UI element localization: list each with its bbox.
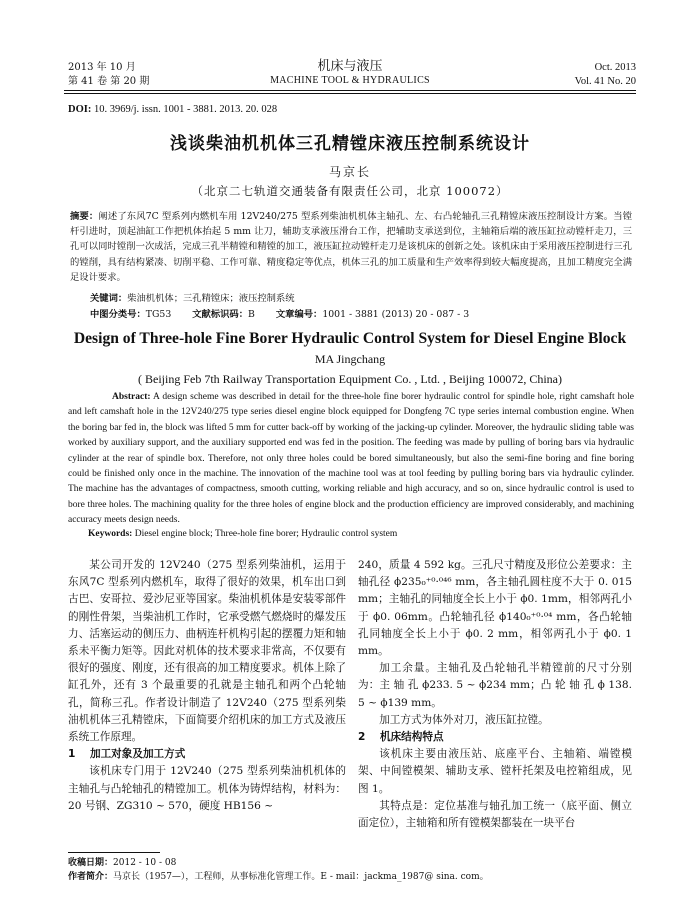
structure-paragraph: 该机床主要由液压站、底座平台、主轴箱、端镗模架、中间镗模架、辅助支承、镗杆托架及电控箱组成，见图 1。 [358, 748, 632, 795]
section-heading-2: 2 机床结构特点 [358, 731, 444, 744]
intro-paragraph: 某公司开发的 12V240（275 型系列柴油机，运用于东风7C 型系列内燃机车，取得了很好的效果，机车出口到古巴、安哥拉、爱沙尼亚等国家。柴油机机体是安装零部件的刚性骨架，当柴油机工作时，它承受燃气燃烧时的爆发压力、活塞运动的侧压力、曲柄连杆机构引起的摆覆力矩和轴系未平衡力矩等。因此对机体的技术要求非常高，不仅要有很好的强度、刚度，还有很高的加工精度要求。机体上除了缸孔外，还有 3 个最重要的孔就是主轴孔和两个凸轮轴孔，简称三孔。作者设计制造了 12V240（275 型系列柴油机机体三孔精镗床，下面简要介绍机床的加工方式及液压系统工作原理。 [68, 559, 346, 744]
tolerance-paragraph: 240，质量 4 592 kg。三孔尺寸精度及形位公差要求：主轴孔径 ϕ235₀⁺⁰·⁰⁴⁶ mm，各主轴孔圆柱度不大于 0. 015 mm；主轴孔的同轴度全长上小于 ϕ0. 1mm，相邻两孔小于 ϕ0. 06mm。凸轮轴孔径 ϕ140₀⁺⁰·⁰⁴ mm，各凸轮轴孔同轴度全长上小于 ϕ0. 2 mm，相邻两孔小于 ϕ0. 1 mm。 [358, 559, 632, 658]
volume-issue-en: Vol. 41 No. 20 [574, 76, 636, 87]
features-paragraph: 其特点是：定位基准与轴孔加工统一（底平面、侧立面定位），主轴箱和所有镗模架都装在一块平台 [358, 799, 632, 830]
author-en: MA Jingchang [314, 352, 386, 366]
issue-date-en: Oct. 2013 [594, 62, 636, 73]
journal-name-en: MACHINE TOOL & HYDRAULICS [270, 75, 430, 86]
article-title-cn: 浅谈柴油机机体三孔精镗床液压控制系统设计 [170, 134, 530, 154]
journal-name-cn: 机床与液压 [317, 59, 383, 74]
volume-issue: 第 41 卷 第 20 期 [68, 76, 150, 87]
issue-date: 2013 年 10 月 [68, 62, 136, 73]
abstract-en: Abstract: A design scheme was described in detail for the three-hole fine borer hydraulic control for spindle hole, right camshaft hole and left camshaft hole in the 12V240/275 type series diesel engine block equipped for Dongfeng 7C type series internal combustion engine. When the boring bar fed in, the block was lifted 5 mm for cutter back-off by working of the jacking-up cylinder. Moreover, the hydraulic sliding table was worked by auxiliary support, and the auxiliary supported end was fed in the position. The feeding was made by pulling of boring bars via hydraulic cylinder at the rear of spindle box. Therefore, not only three holes could be bored simultaneously, but also the semi-fine boring and fine boring could be finished only once in the machine. The innovation of the machine tool was at tool feeding by pulling boring bars via hydraulic cylinder. The machine has the advantages of compactness, smooth cutting, working reliable and high accuracy, and so on, since hydraulic control is used to bore three holes. The machining quality for the three holes of engine block and the production efficiency are improved considerably, and machining accuracy meets design needs. [68, 392, 634, 526]
section1-paragraph: 该机床专门用于 12V240（275 型系列柴油机机体的主轴孔与凸轮轴孔的精镗加工。机体为铸焊结构，材料为：20 号钢、ZG310 ~ 570，硬度 HB156 ~ [68, 765, 346, 812]
section-heading-1: 1 加工对象及加工方式 [68, 748, 186, 761]
affiliation-en: ( Beijing Feb 7th Railway Transportation Equipment Co. , Ltd. , Beijing 100072, China) [138, 372, 562, 386]
classification-cn: 中图分类号：TG53 文献标识码：B 文章编号：1001 - 3881 (2013) 20 - 087 - 3 [90, 309, 470, 320]
footnote-rule [68, 852, 160, 853]
method-paragraph: 加工方式为体外对刀，液压缸拉镗。 [379, 713, 549, 726]
received-date: 收稿日期：2012 - 10 - 08 [68, 858, 177, 868]
article-title-en: Design of Three-hole Fine Borer Hydraulic Control System for Diesel Engine Block [73, 330, 627, 347]
abstract-cn: 摘要：阐述了东风7C 型系列内燃机车用 12V240/275 型系列柴油机机体主轴孔、左、右凸轮轴孔三孔精镗床液压控制设计方案。当镗杆引进时，顶起油缸工作把机体抬起 5 mm 让刀，辅助支承液压滑台工作，把辅助支承送到位，主轴箱后端的液压缸拉动镗杆走刀，三孔可以同时镗削一次成活，完成三孔半精镗和精镗的加工，液压缸拉动镗杆走刀是该机床的创新之处。该机床由于采用液压控制进行三孔的镗削，具有结构紧凑、切削平稳、工作可靠、精度稳定等优点，机体三孔的加工质量和生产效率得到较大幅度提高，且加工精度完全满足设计要求。 [70, 211, 632, 283]
journal-date-volume-en [575, 61, 636, 89]
body-column-left [68, 557, 346, 815]
header-rule-thin [64, 93, 636, 94]
author-cn: 马京长 [328, 165, 371, 179]
affiliation-cn: （北京二七轨道交通装备有限责任公司，北京 100072） [191, 184, 509, 198]
body-column-right [358, 557, 632, 832]
allowance-paragraph: 加工余量。主轴孔及凸轮轴孔半精镗前的尺寸分别为：主 轴 孔 ϕ233. 5 ~ ϕ234 mm；凸 轮 轴 孔 ϕ 138. 5 ~ ϕ139 mm。 [358, 662, 632, 709]
author-bio: 作者简介：马京长（1957—），工程师，从事标准化管理工作。E - mail：jackma_1987@ sina. com。 [68, 872, 489, 882]
header-rule [64, 90, 636, 91]
doi: DOI: 10. 3969/j. issn. 1001 - 3881. 2013. 20. 028 [68, 104, 278, 115]
keywords-en: Keywords: Diesel engine block; Three-hole fine borer; Hydraulic control system [88, 529, 398, 539]
keywords-cn: 关键词：柴油机机体；三孔精镗床；液压控制系统 [90, 293, 295, 304]
